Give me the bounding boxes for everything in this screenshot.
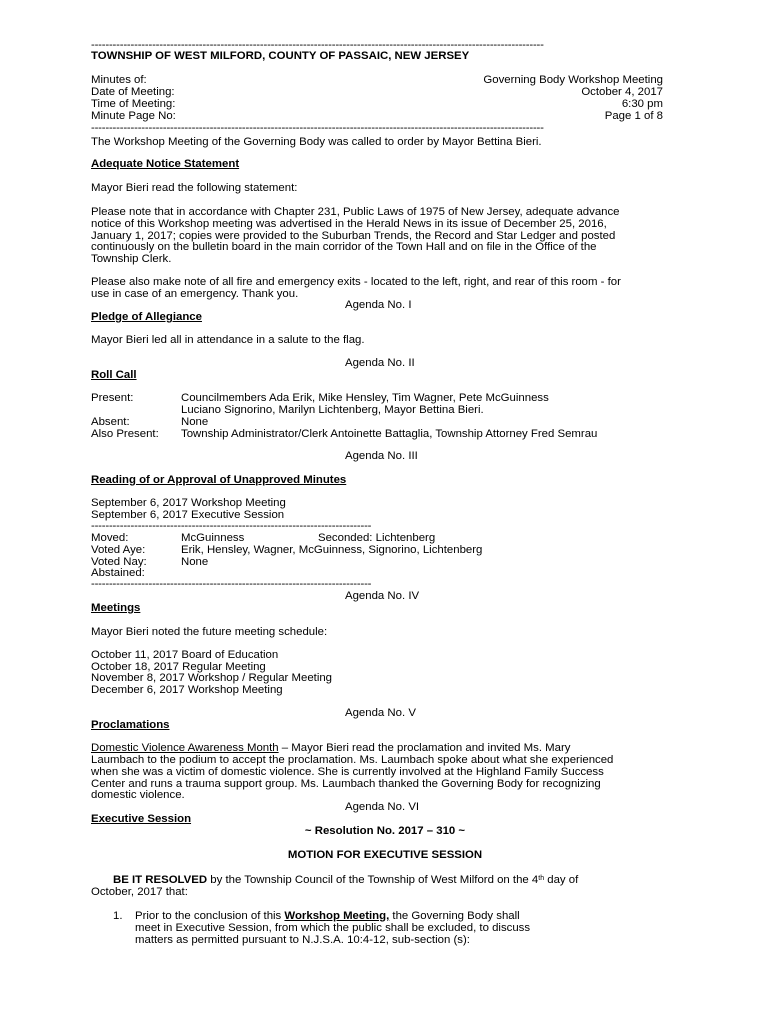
- intro-paragraph: The Workshop Meeting of the Governing Body was called to order by Mayor Bettina Bieri.: [91, 136, 542, 148]
- motion-title: MOTION FOR EXECUTIVE SESSION: [287, 849, 483, 861]
- resolved-rest: by the Township Council of the Township of West Milford on the 4: [207, 874, 539, 886]
- present-value: Councilmembers Ada Erik, Mike Hensley, Tim Wagner, Pete McGuinness: [181, 392, 549, 404]
- notice-line: notice of this Workshop meeting was advertised in the Herald News in its issue of December 25, 2016,: [91, 218, 607, 230]
- resolved-line-2: October, 2017 that:: [91, 886, 188, 898]
- present-value-cont: Luciano Signorino, Marilyn Lichtenberg, Mayor Bettina Bieri.: [181, 404, 484, 416]
- notice-lead: Mayor Bieri read the following statement:: [91, 182, 298, 194]
- minutes-item: September 6, 2017 Executive Session: [91, 509, 285, 521]
- document-title: TOWNSHIP OF WEST MILFORD, COUNTY OF PASSAIC, NEW JERSEY: [91, 50, 470, 62]
- header-bottom-rule: ------------------------------------------------------------------------------------------------------------------------------: [91, 123, 544, 133]
- meta-label-date: Date of Meeting:: [91, 86, 175, 98]
- agenda-number-2: Agenda No. II: [345, 357, 415, 369]
- also-present-label: Also Present:: [91, 428, 159, 440]
- meta-value-minutes: Governing Body Workshop Meeting: [483, 74, 663, 86]
- meetings-heading: Meetings: [91, 602, 141, 614]
- item-line-3: matters as permitted pursuant to N.J.S.A. 10:4-12, sub-section (s):: [135, 934, 470, 946]
- header-top-rule: ------------------------------------------------------------------------------------------------------------------------------: [91, 40, 544, 50]
- item-number: 1.: [113, 910, 123, 922]
- seconded-value: Seconded: Lichtenberg: [318, 532, 436, 544]
- proclamation-line: Center and runs a trauma support group. Ms. Laumbach thanked the Governing Body for recognizing: [91, 778, 601, 790]
- meta-label-minutes: Minutes of:: [91, 74, 147, 86]
- voted-aye-value: Erik, Hensley, Wagner, McGuinness, Signorino, Lichtenberg: [181, 544, 483, 556]
- proclamation-line: Laumbach to the podium to accept the proclamation. Ms. Laumbach spoke about what she experienced: [91, 754, 614, 766]
- proclamation-line-rest: – Mayor Bieri read the proclamation and invited Ms. Mary: [278, 742, 571, 754]
- agenda-number-5: Agenda No. V: [345, 707, 416, 719]
- meeting-item: December 6, 2017 Workshop Meeting: [91, 684, 283, 696]
- minutes-rule-bottom: ------------------------------------------------------------------------------: [91, 579, 372, 589]
- voted-nay-label: Voted Nay:: [91, 556, 147, 568]
- proclamations-heading: Proclamations: [91, 719, 170, 731]
- present-label: Present:: [91, 392, 134, 404]
- meta-label-time: Time of Meeting:: [91, 98, 176, 110]
- proclamation-title: Domestic Violence Awareness Month: [91, 742, 279, 754]
- agenda-number-6: Agenda No. VI: [345, 801, 420, 813]
- absent-value: None: [181, 416, 209, 428]
- meta-label-page: Minute Page No:: [91, 110, 176, 122]
- moved-label: Moved:: [91, 532, 129, 544]
- pledge-text: Mayor Bieri led all in attendance in a salute to the flag.: [91, 334, 365, 346]
- item-line-2: meet in Executive Session, from which the public shall be excluded, to discuss: [135, 922, 531, 934]
- notice-line: Please note that in accordance with Chapter 231, Public Laws of 1975 of New Jersey, adequate advance: [91, 206, 620, 218]
- agenda-number-3: Agenda No. III: [345, 450, 418, 462]
- meta-value-time: 6:30 pm: [621, 98, 663, 110]
- moved-value: McGuinness: [181, 532, 245, 544]
- minutes-rule-top: ------------------------------------------------------------------------------: [91, 521, 372, 531]
- proclamation-line: domestic violence.: [91, 789, 185, 801]
- notice-heading: Adequate Notice Statement: [91, 158, 240, 170]
- meeting-item: October 11, 2017 Board of Education: [91, 649, 279, 661]
- meta-value-page: Page 1 of 8: [604, 110, 663, 122]
- also-present-value: Township Administrator/Clerk Antoinette Battaglia, Township Attorney Fred Semrau: [181, 428, 598, 440]
- minutes-item: September 6, 2017 Workshop Meeting: [91, 497, 286, 509]
- notice-line: Township Clerk.: [91, 253, 172, 265]
- resolved-bold: BE IT RESOLVED: [113, 874, 208, 886]
- meeting-item: November 8, 2017 Workshop / Regular Meeting: [91, 672, 333, 684]
- item-bold: Workshop Meeting,: [284, 910, 390, 922]
- agenda-number-1: Agenda No. I: [345, 299, 412, 311]
- meta-value-date: October 4, 2017: [581, 86, 663, 98]
- item-post: the Governing Body shall: [389, 910, 520, 922]
- voted-nay-value: None: [181, 556, 209, 568]
- exits-line: Please also make note of all fire and emergency exits - located to the left, right, and rear of this room - for: [91, 276, 621, 288]
- meeting-item: October 18, 2017 Regular Meeting: [91, 661, 266, 673]
- exits-line: use in case of an emergency. Thank you.: [91, 288, 299, 300]
- resolved-sup: th: [538, 875, 545, 882]
- item-pre: Prior to the conclusion of this: [135, 910, 285, 922]
- pledge-heading: Pledge of Allegiance: [91, 311, 202, 323]
- agenda-number-4: Agenda No. IV: [345, 590, 420, 602]
- notice-line: continuously on the bulletin board in the main corridor of the Town Hall and on file in the Office of the: [91, 241, 597, 253]
- proclamation-line: when she was a victim of domestic violence. She is currently involved at the Highland Family Success: [91, 766, 604, 778]
- meetings-lead: Mayor Bieri noted the future meeting schedule:: [91, 626, 328, 638]
- abstained-label: Abstained:: [91, 567, 145, 579]
- minutes-heading: Reading of or Approval of Unapproved Minutes: [91, 474, 347, 486]
- absent-label: Absent:: [91, 416, 130, 428]
- resolution-number: ~ Resolution No. 2017 – 310 ~: [304, 825, 466, 837]
- resolved-end: day of: [544, 874, 579, 886]
- voted-aye-label: Voted Aye:: [91, 544, 146, 556]
- executive-heading: Executive Session: [91, 813, 192, 825]
- rollcall-heading: Roll Call: [91, 369, 137, 381]
- notice-line: January 1, 2017; copies were provided to the Suburban Trends, the Record and Star Ledger and posted: [91, 230, 616, 242]
